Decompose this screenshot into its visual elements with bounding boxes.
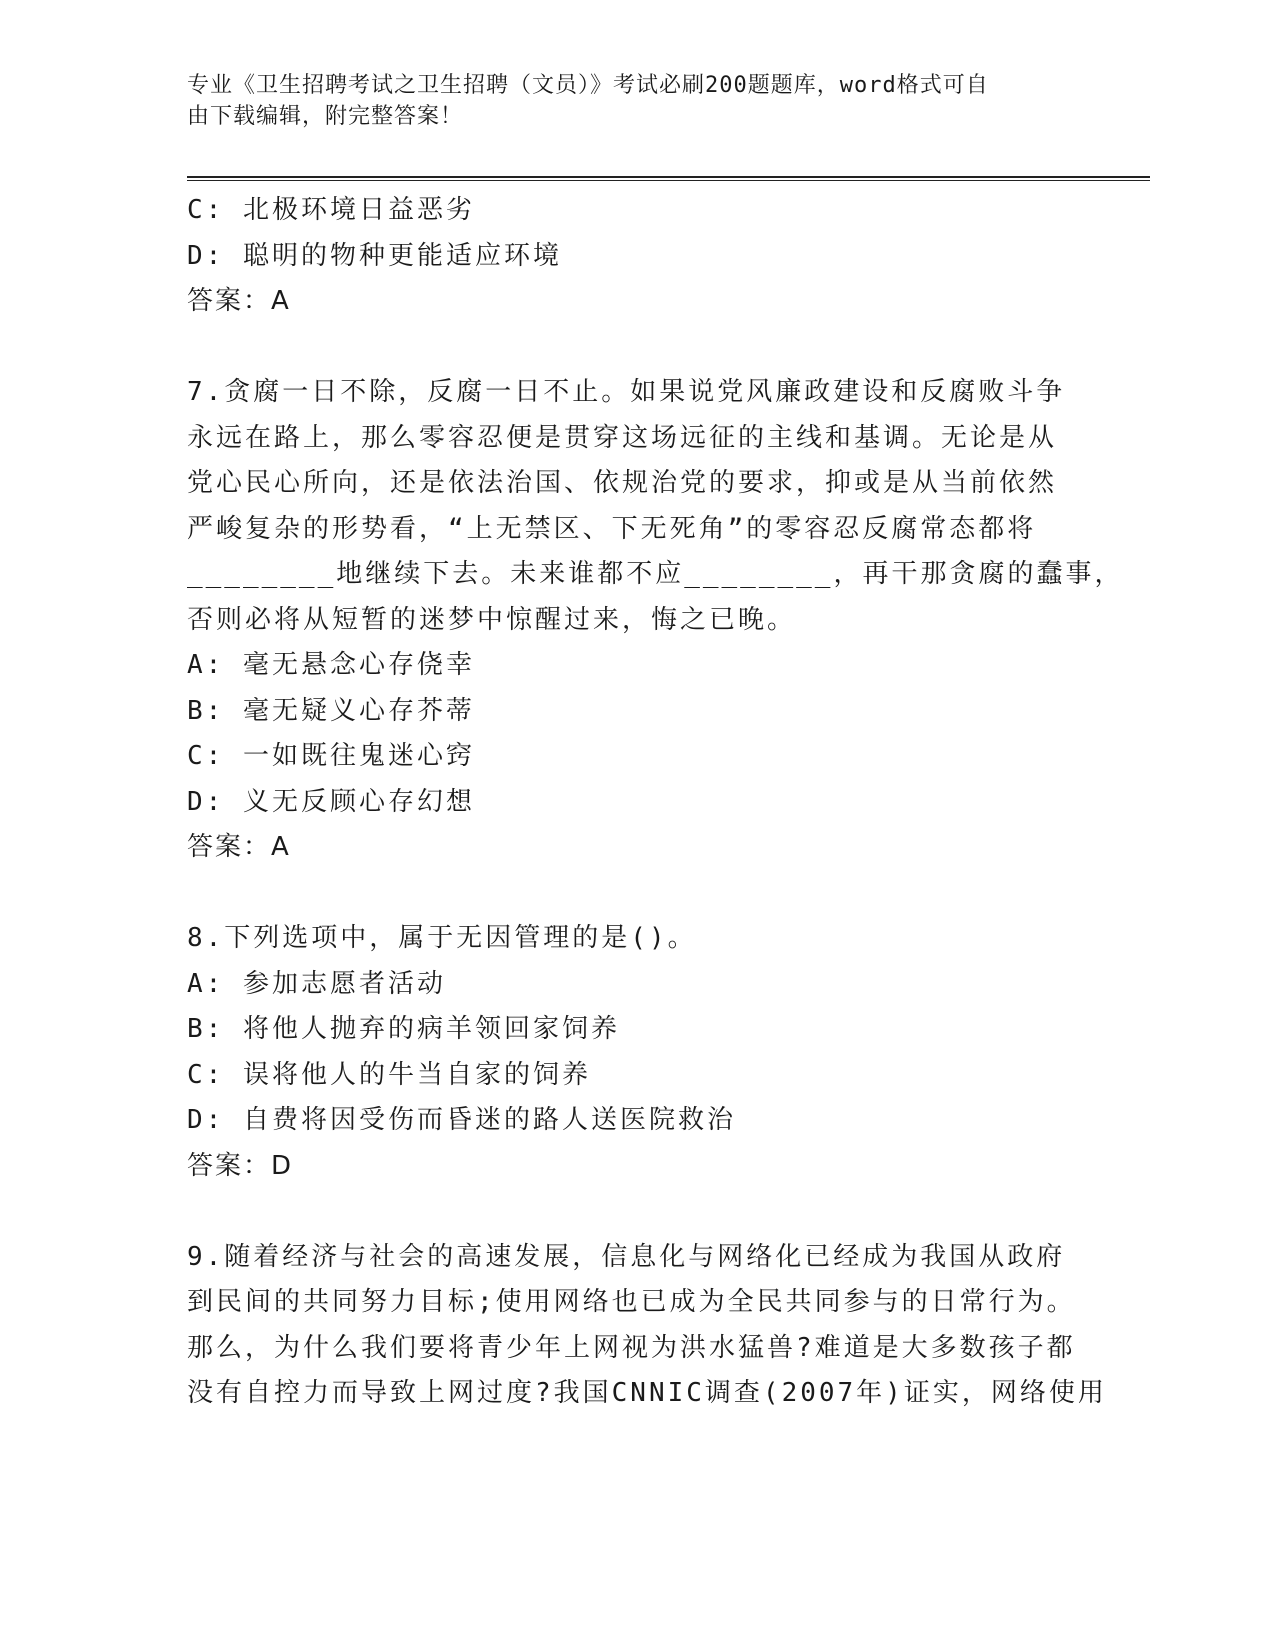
spacer <box>187 1189 1087 1235</box>
q9-stem-line: 那么，为什么我们要将青少年上网视为洪水猛兽?难道是大多数孩子都 <box>187 1332 1076 1363</box>
q7-stem-line: 严峻复杂的形势看，“上无禁区、下无死角”的零容忍反腐常态都将 <box>187 513 1037 544</box>
q8-option-b: B: 将他人抛弃的病羊领回家饲养 <box>187 1014 620 1044</box>
q7-answer: 答案：A <box>187 832 291 862</box>
q8-answer: 答案：D <box>187 1150 294 1181</box>
document-header <box>187 70 1067 132</box>
q9-stem-line: 到民间的共同努力目标;使用网络也已成为全民共同参与的日常行为。 <box>187 1287 1076 1317</box>
q7-option-b: B: 毫无疑义心存芥蒂 <box>187 695 475 726</box>
header-line-2: 由下载编辑，附完整答案！ <box>187 104 464 129</box>
q7-stem-line: ________地继续下去。未来谁都不应________，再干那贪腐的蠢事， <box>187 559 1124 589</box>
q9-stem-line: 没有自控力而导致上网过度?我国CNNIC调查(2007年)证实，网络使用 <box>187 1378 1107 1408</box>
q7-option-d: D: 义无反顾心存幻想 <box>187 786 475 817</box>
spacer <box>187 325 1087 371</box>
header-line-1: 专业《卫生招聘考试之卫生招聘（文员）》考试必刷200题题库，word格式可自 <box>187 73 989 98</box>
header-divider <box>187 176 1150 181</box>
q7-stem-line: 永远在路上，那么零容忍便是贯穿这场远征的主线和基调。无论是从 <box>187 422 1058 453</box>
q9-stem-line: 9.随着经济与社会的高速发展，信息化与网络化已经成为我国从政府 <box>187 1241 1066 1272</box>
q8-option-d: D: 自费将因受伤而昏迷的路人送医院救治 <box>187 1105 736 1135</box>
q6-option-c: C: 北极环境日益恶劣 <box>187 195 475 225</box>
q6-answer: 答案：A <box>187 286 291 316</box>
q8-option-a: A: 参加志愿者活动 <box>187 968 446 999</box>
q7-stem-line: 7.贪腐一日不除，反腐一日不止。如果说党风廉政建设和反腐败斗争 <box>187 377 1066 407</box>
question-8 <box>187 916 1087 1189</box>
question-9 <box>187 1235 1107 1417</box>
spacer <box>187 871 1087 917</box>
question-6-tail <box>187 188 1087 325</box>
q7-option-a: A: 毫无悬念心存侥幸 <box>187 650 475 680</box>
q7-option-c: C: 一如既往鬼迷心窍 <box>187 741 475 771</box>
question-7 <box>187 370 1124 871</box>
q6-option-d: D: 聪明的物种更能适应环境 <box>187 240 562 271</box>
q8-option-c: C: 误将他人的牛当自家的饲养 <box>187 1059 591 1090</box>
q7-stem-line: 否则必将从短暂的迷梦中惊醒过来，悔之已晚。 <box>187 604 797 635</box>
document-body <box>187 188 1124 1417</box>
q7-stem-line: 党心民心所向，还是依法治国、依规治党的要求，抑或是从当前依然 <box>187 468 1058 498</box>
q8-stem: 8.下列选项中，属于无因管理的是()。 <box>187 923 697 953</box>
